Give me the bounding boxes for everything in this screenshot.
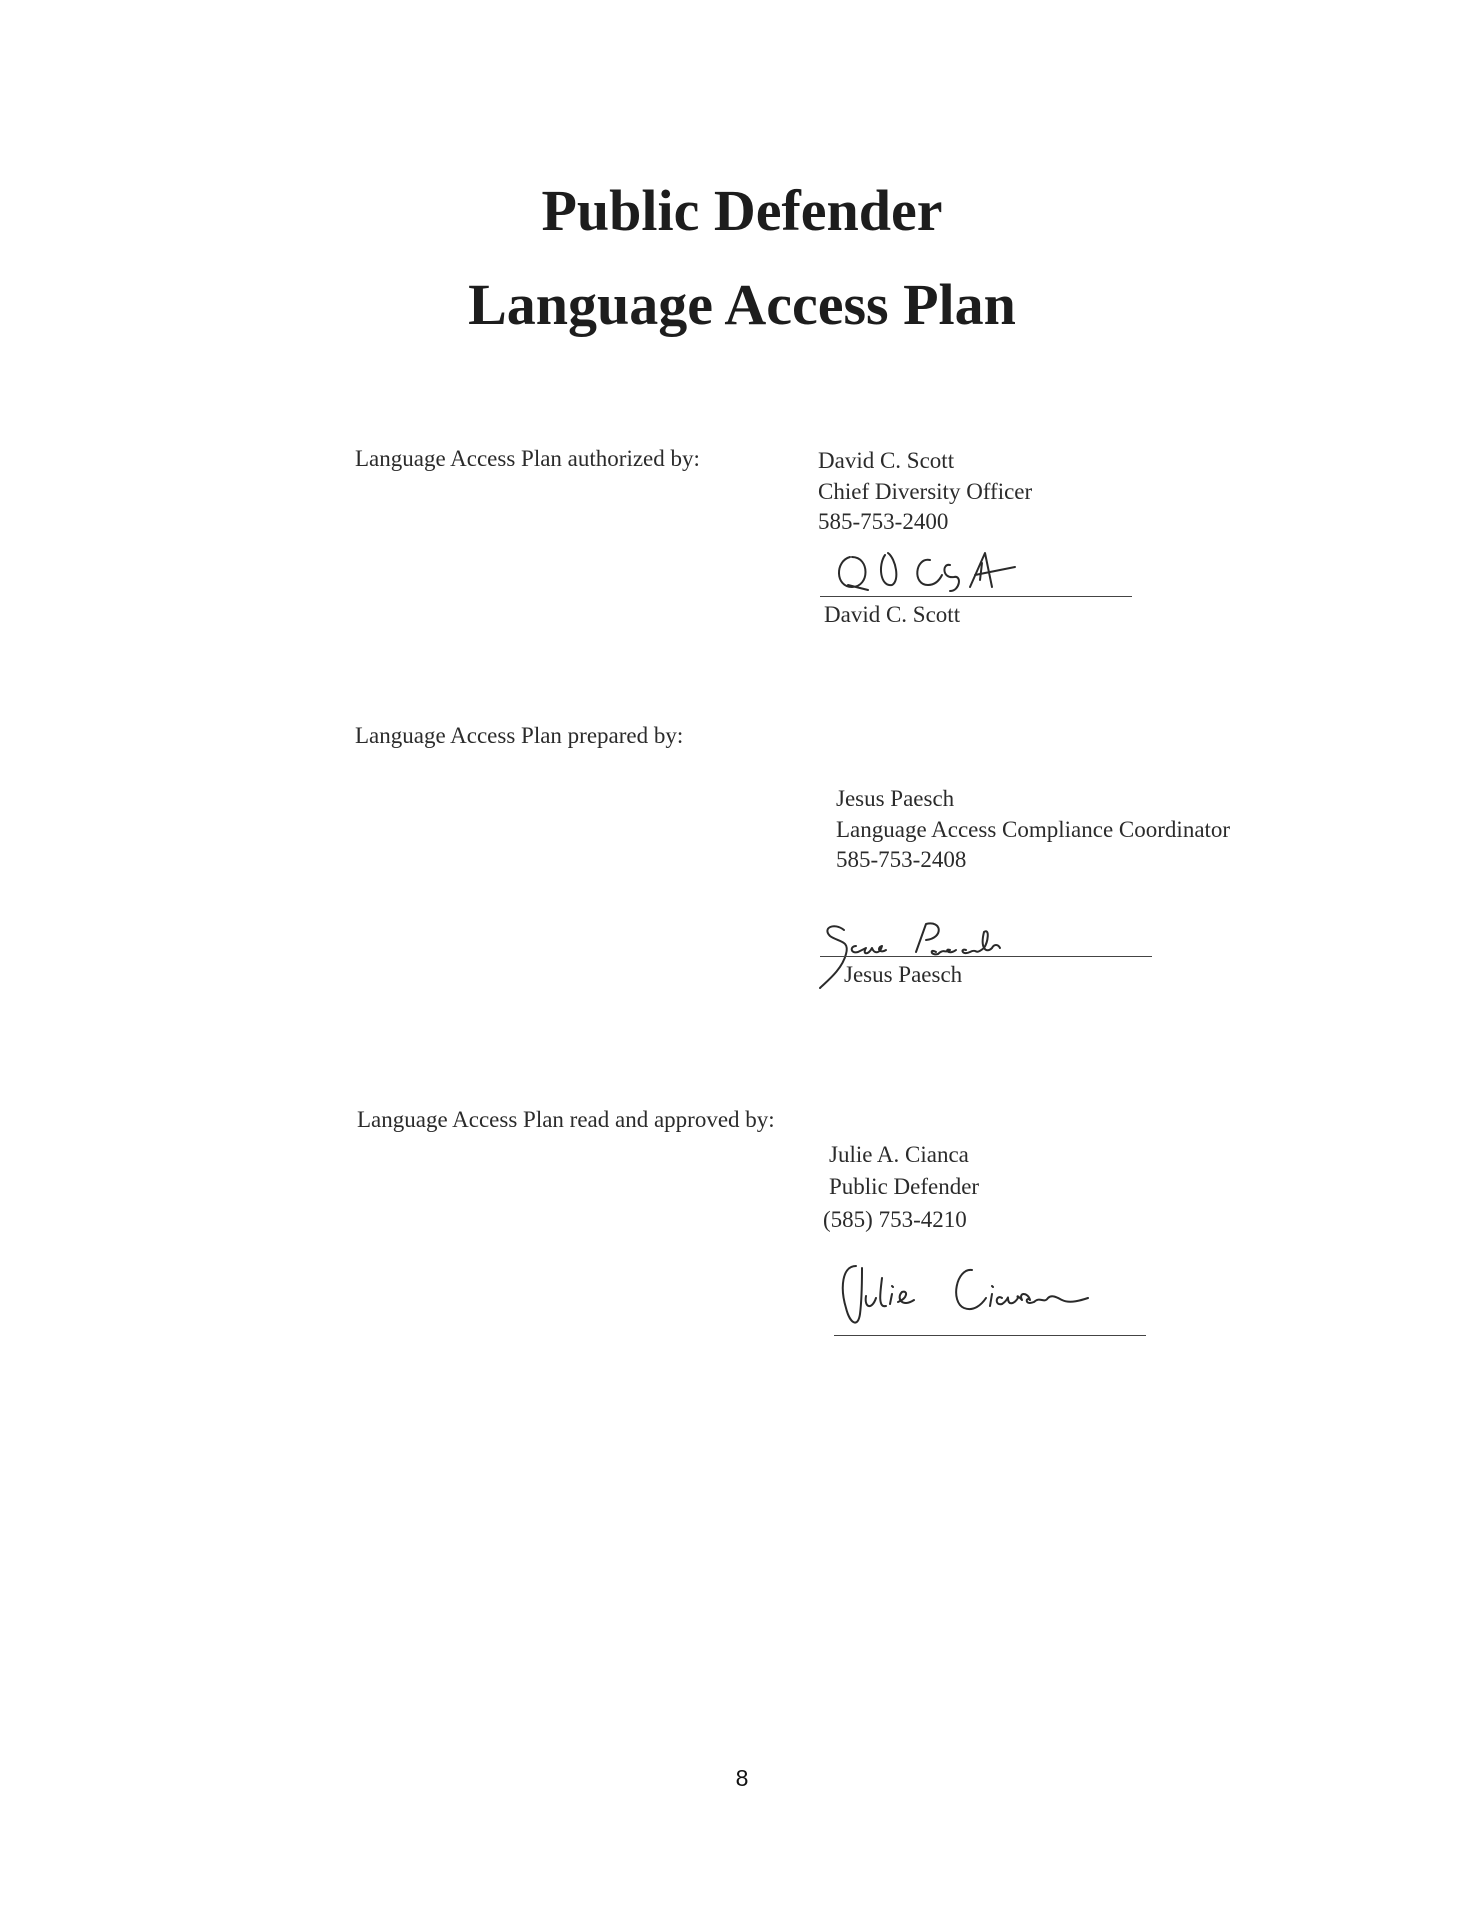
authorized-label: Language Access Plan authorized by: [355,446,700,471]
preparer-phone: 585-753-2408 [836,847,967,872]
authorizer-signature-caption: David C. Scott [824,602,961,627]
approved-label: Language Access Plan read and approved by: [357,1107,775,1132]
approver-signature-line [834,1335,1146,1336]
authorizer-name: David C. Scott [818,448,955,473]
preparer-signature-caption: Jesus Paesch [844,962,963,987]
preparer-name: Jesus Paesch [836,786,955,811]
approver-phone: (585) 753-4210 [823,1207,967,1232]
page-number: 8 [735,1765,749,1791]
authorizer-role: Chief Diversity Officer [818,479,1033,504]
prepared-label: Language Access Plan prepared by: [355,723,684,748]
authorizer-phone: 585-753-2400 [818,509,949,534]
document-title: Public Defender [541,178,943,243]
approver-role: Public Defender [829,1174,980,1199]
preparer-role: Language Access Compliance Coordinator [836,817,1231,842]
document-subtitle: Language Access Plan [468,272,1016,337]
approver-signature [832,1258,1112,1338]
approver-name: Julie A. Cianca [829,1142,969,1167]
authorizer-signature-line [820,596,1132,597]
preparer-signature-line [820,956,1152,957]
authorizer-signature [830,535,1050,595]
